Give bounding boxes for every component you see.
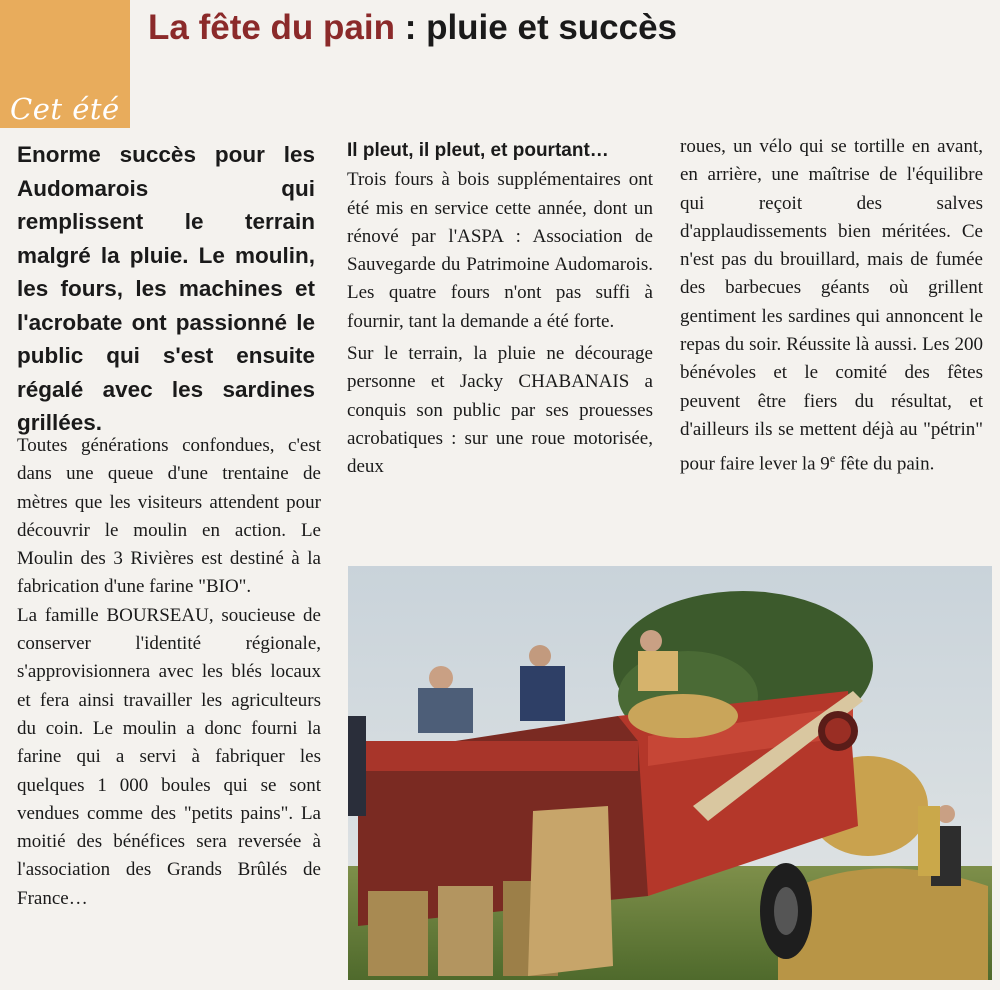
- column-3-tail: fête du pain.: [835, 453, 935, 475]
- column-3-paragraph: [680, 133, 983, 479]
- column-1-paragraph-1: Toutes générations confondues, c'est dans une queue d'une trentaine de mètres que les visiteurs attendent pour découvrir le moulin en action. Le Moulin des 3 Rivières est destiné à la fabrication d'une farine "BIO".: [17, 435, 321, 598]
- column-1-paragraph-2: La famille BOURSEAU, soucieuse de conserver l'identité régionale, s'approvisionnera avec les blés locaux et fera ainsi travailler les agriculteurs du coin. Le moulin a donc fourni la farine qui a servi à fabriquer les quelques 1 000 boules qui se sont vendues comme des "petits pains". La moitié des bénéfices sera reversée à l'association des Grands Brûlés de France…: [17, 604, 321, 909]
- column-3: [680, 133, 983, 479]
- article-title: [148, 8, 677, 48]
- column-1: [17, 432, 321, 913]
- section-tab: [0, 0, 130, 128]
- column-2-paragraph-2: Sur le terrain, la pluie ne décourage personne et Jacky CHABANAIS a conquis son public par ses prouesses acrobatiques : sur une roue motorisée, deux: [347, 343, 653, 478]
- column-2: [347, 137, 653, 482]
- ordinal-superscript: e: [829, 451, 836, 466]
- column-2-paragraph-1: Trois fours à bois supplémentaires ont été mis en service cette année, dont un rénové par l'ASPA : Association de Sauvegarde du Patrimoine Audomarois. Les quatre fours n'ont pas suffi à fournir, tant la demande a été forte.: [347, 169, 653, 332]
- column-3-text: roues, un vélo qui se tortille en avant, en arrière, une maîtrise de l'équilibre qui reçoit des salves d'applaudissements bien méritées. Ce n'est pas du brouillard, mais de fumée des barbecues géants où grillent gentiment les sardines qui annoncent le repas du soir. Réussite là aussi. Les 200 bénévoles et le comité des fêtes peuvent être fiers du résultat, et d'ailleurs ils se mettent déjà au "pétrin" pour faire lever la 9: [680, 136, 983, 475]
- title-separator: :: [394, 8, 427, 47]
- section-tab-label: Cet été: [10, 92, 120, 126]
- threshing-machine-photo: [348, 566, 992, 980]
- column-2-subheading: Il pleut, il pleut, et pourtant…: [347, 140, 609, 161]
- title-sub: pluie et succès: [426, 8, 678, 47]
- lead-paragraph: Enorme succès pour les Audomarois qui remplissent le terrain malgré la pluie. Le moulin, les fours, les machines et l'acrobate ont passionné le public qui s'est ensuite régalé avec les sardines grillées.: [17, 142, 315, 435]
- title-main: La fête du pain: [148, 8, 395, 47]
